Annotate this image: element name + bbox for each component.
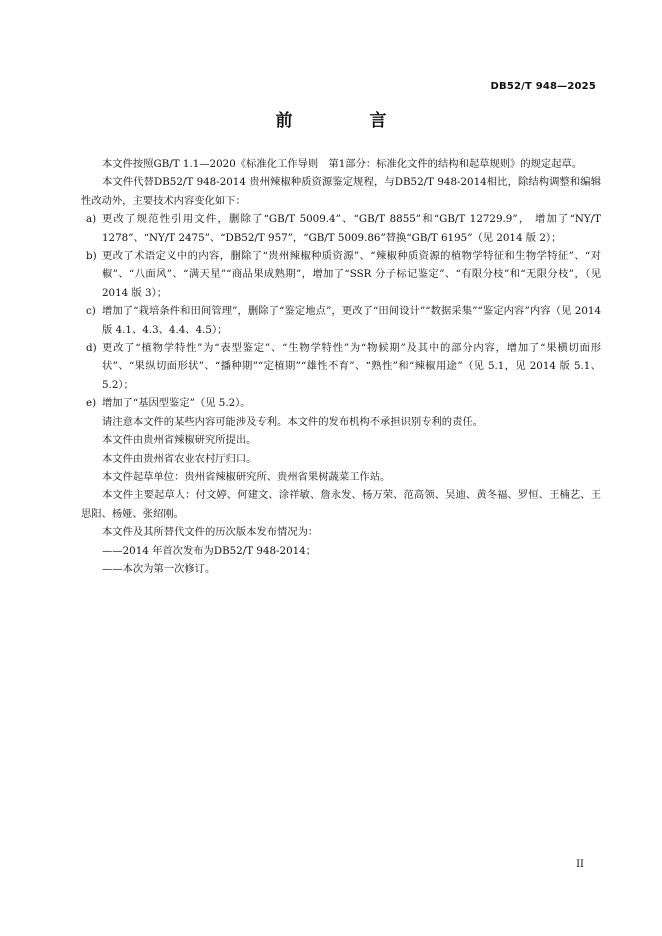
list-item	[81, 302, 601, 339]
list-item	[81, 210, 601, 247]
intro-paragraph: 本文件代替DB52/T 948-2014 贵州辣椒种质资源鉴定规程，与DB52/T 948-2014相比，除结构调整和编辑性改动外，主要技术内容变化如下：	[81, 176, 601, 207]
intro-paragraph: 本文件按照GB/T 1.1—2020《标准化工作导则 第1部分：标准化文件的结构和起草规则》的规定起草。	[102, 158, 583, 170]
list-item-text: 更改了规范性引用文件，删除了“GB/T 5009.4”、“GB/T 8855”和“GB/T 12729.9”， 增加了“NY/T 1278”、“NY/T 2475”、“DB52/T 957”，“GB/T 5009.86”替换“GB/T 6195”（见 2014 版 2）；	[102, 213, 601, 244]
list-item-marker: d)	[86, 342, 97, 355]
list-item-marker: e)	[86, 397, 97, 410]
list-item-text: 增加了“栽培条件和田间管理”，删除了“鉴定地点”，更改了“田间设计”“数据采集”“鉴定内容”内容（见 2014 版 4.1、4.3、4.4、4.5）；	[102, 305, 601, 336]
drafting-units: 本文件起草单位：贵州省辣椒研究所、贵州省果树蔬菜工作站。	[102, 470, 391, 483]
list-item-marker: a)	[86, 213, 97, 226]
page-number: II	[576, 859, 584, 870]
document-code: DB52/T 948—2025	[490, 81, 596, 92]
patent-notice: 请注意本文件的某些内容可能涉及专利。本文件的发布机构不承担识别专利的责任。	[102, 415, 483, 428]
list-item	[81, 339, 601, 394]
list-item	[81, 247, 601, 302]
version-history-item: ——本次为第一次修订。	[102, 562, 216, 575]
version-history-intro: 本文件及其所替代文件的历次版本发布情况为：	[102, 526, 319, 539]
changes-list	[81, 210, 601, 412]
page-title: 前 言	[275, 111, 417, 131]
version-history-item: ——2014 年首次发布为DB52/T 948-2014；	[102, 544, 317, 557]
drafters: 本文件主要起草人：付文婷、何建文、涂祥敏、詹永发、杨万荣、范高领、吴迪、黄冬福、罗恒、王楠艺、王思阳、杨娅、张绍刚。	[81, 489, 601, 520]
list-item-text: 更改了术语定义中的内容，删除了“贵州辣椒种质资源”、“辣椒种质资源的植物学特征和生物学特征”、“对椒”、“八面风”、“满天星”“商品果成熟期”，增加了“SSR 分子标记鉴定”、“有限分枝”和“无限分枝”，（见 2014 版 3）；	[102, 250, 601, 299]
list-item-text: 增加了“基因型鉴定”（见 5.2）。	[102, 397, 251, 410]
list-item-marker: c)	[86, 305, 96, 318]
administrator-statement: 本文件由贵州省农业农村厅归口。	[102, 452, 257, 465]
document-body	[81, 155, 601, 578]
list-item-text: 更改了“植物学特性”为“表型鉴定”、“生物学特性”为“物候期”及其中的部分内容，增加了“果横切面形状”、“果纵切面形状”、“播种期”“定植期”“雄性不育”、“熟性”和“辣椒用途”（见 5.1，见 2014 版 5.1、5.2）；	[102, 342, 601, 391]
list-item-marker: b)	[86, 250, 97, 263]
list-item	[81, 394, 601, 412]
proposer-statement: 本文件由贵州省辣椒研究所提出。	[102, 434, 257, 447]
